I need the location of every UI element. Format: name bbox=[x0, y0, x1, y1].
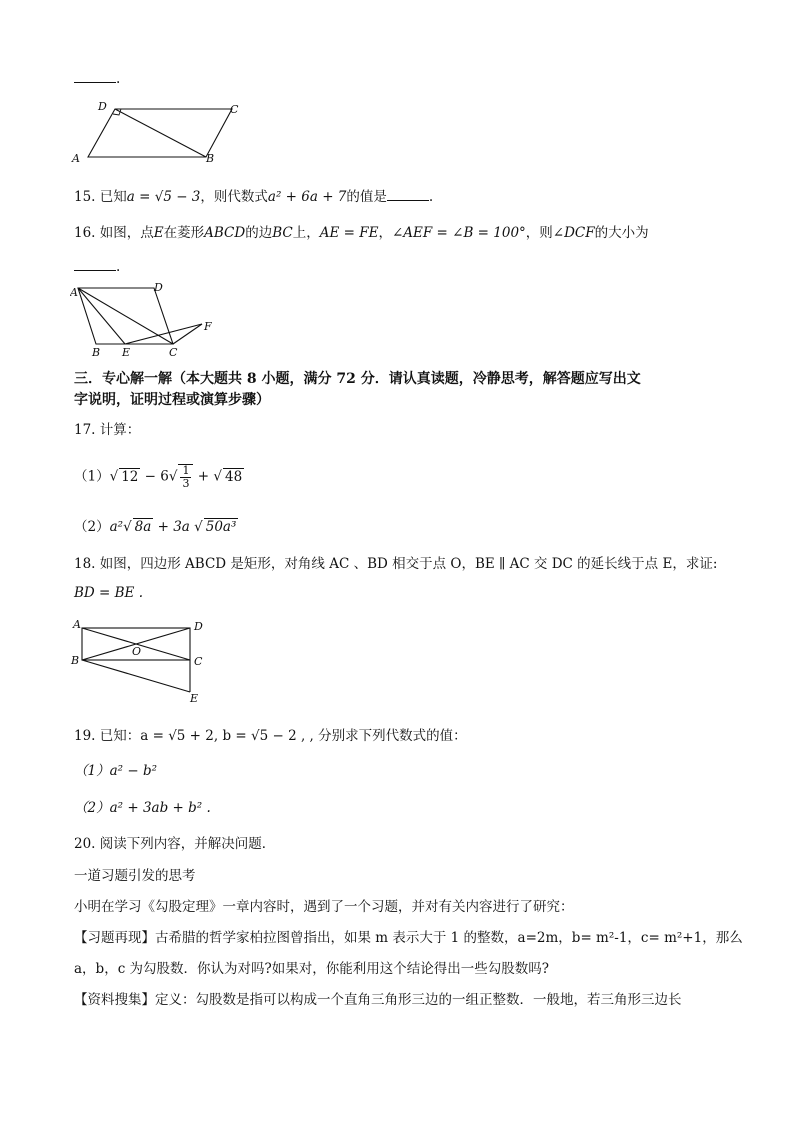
diagonal-db bbox=[115, 109, 206, 157]
question-15: 15. 已知a = √5 − 3，则代数式a² + 6a + 7的值是 . bbox=[74, 189, 434, 205]
question-17-title: 17. 计算： bbox=[74, 422, 141, 438]
label-f: F bbox=[204, 320, 212, 333]
label-c: C bbox=[169, 346, 178, 359]
answer-blank bbox=[74, 258, 116, 271]
question-19-line-1: 19. 已知：a = √5 + 2, b = √5 − 2 , , 分别求下列代数式的值： bbox=[74, 728, 467, 744]
segment-ef bbox=[125, 324, 202, 344]
label-b: B bbox=[206, 152, 215, 165]
figure-rectangle bbox=[70, 616, 220, 706]
label-a: A bbox=[70, 286, 78, 299]
question-19-part-1: （1）a² − b² bbox=[74, 763, 157, 779]
segment-ae bbox=[78, 288, 125, 344]
label-a: A bbox=[73, 618, 81, 631]
label-b: B bbox=[92, 346, 101, 359]
question-18-line-1: 18. 如图，四边形 ABCD 是矩形，对角线 AC 、BD 相交于点 O，BE ∥ AC 交 DC 的延长线于点 E，求证: bbox=[74, 556, 718, 572]
fraction: $\frac{1}{3}$ bbox=[182, 464, 190, 490]
question-17-part-2: （2）a²√ 8a + 3a √ 50a³ bbox=[74, 519, 237, 535]
question-20-line-3: 小明在学习《勾股定理》一章内容时，遇到了一个习题，并对有关内容进行了研究： bbox=[74, 899, 574, 915]
question-20-line-4: 【习题再现】古希腊的哲学家柏拉图曾指出，如果 m 表示大于 1 的整数，a=2m，b= m²-1，c= m²+1，那么 bbox=[74, 930, 743, 946]
segment-cf bbox=[173, 324, 202, 344]
question-16: 16. 如图，点E在菱形ABCD的边BC上，AE = FE，∠AEF = ∠B = 100°，则∠DCF的大小为 bbox=[74, 225, 649, 241]
question-17-part-1: （1）√ 12 − 6√ $\frac{1}{3}$ + √ 48 bbox=[74, 464, 243, 490]
label-c: C bbox=[230, 103, 239, 116]
answer-blank bbox=[387, 188, 429, 201]
question-20-line-6: 【资料搜集】定义：勾股数是指可以构成一个直角三角形三边的一组正整数．一般地，若三角形三边长 bbox=[74, 992, 682, 1008]
label-b: B bbox=[71, 654, 80, 667]
label-e: E bbox=[190, 692, 199, 705]
label-o: O bbox=[132, 645, 142, 658]
segment-be bbox=[82, 660, 190, 692]
figure-rhombus bbox=[70, 282, 230, 362]
label-a: A bbox=[72, 152, 80, 165]
question-19-part-2: （2）a² + 3ab + b² . bbox=[74, 800, 211, 816]
answer-blank-line: . bbox=[74, 70, 120, 88]
figure-parallelogram bbox=[70, 96, 260, 166]
question-16-blank: . bbox=[74, 258, 120, 276]
question-20-line-2: 一道习题引发的思考 bbox=[74, 868, 196, 884]
section-heading-line-1: 三．专心解一解（本大题共 8 小题，满分 72 分．请认真读题，冷静思考，解答题应写出文 bbox=[74, 371, 641, 387]
section-heading-line-2: 字说明，证明过程或演算步骤） bbox=[74, 392, 270, 408]
label-e: E bbox=[122, 346, 131, 359]
label-d: D bbox=[98, 100, 107, 113]
question-18-line-2: BD = BE . bbox=[74, 585, 143, 601]
label-c: C bbox=[194, 655, 203, 668]
question-20-line-1: 20. 阅读下列内容，并解决问题． bbox=[74, 836, 276, 852]
answer-blank bbox=[74, 70, 116, 83]
label-d: D bbox=[154, 282, 163, 294]
label-d: D bbox=[194, 620, 203, 633]
question-20-line-5: a，b，c 为勾股数．你认为对吗?如果对，你能利用这个结论得出一些勾股数吗? bbox=[74, 961, 550, 977]
